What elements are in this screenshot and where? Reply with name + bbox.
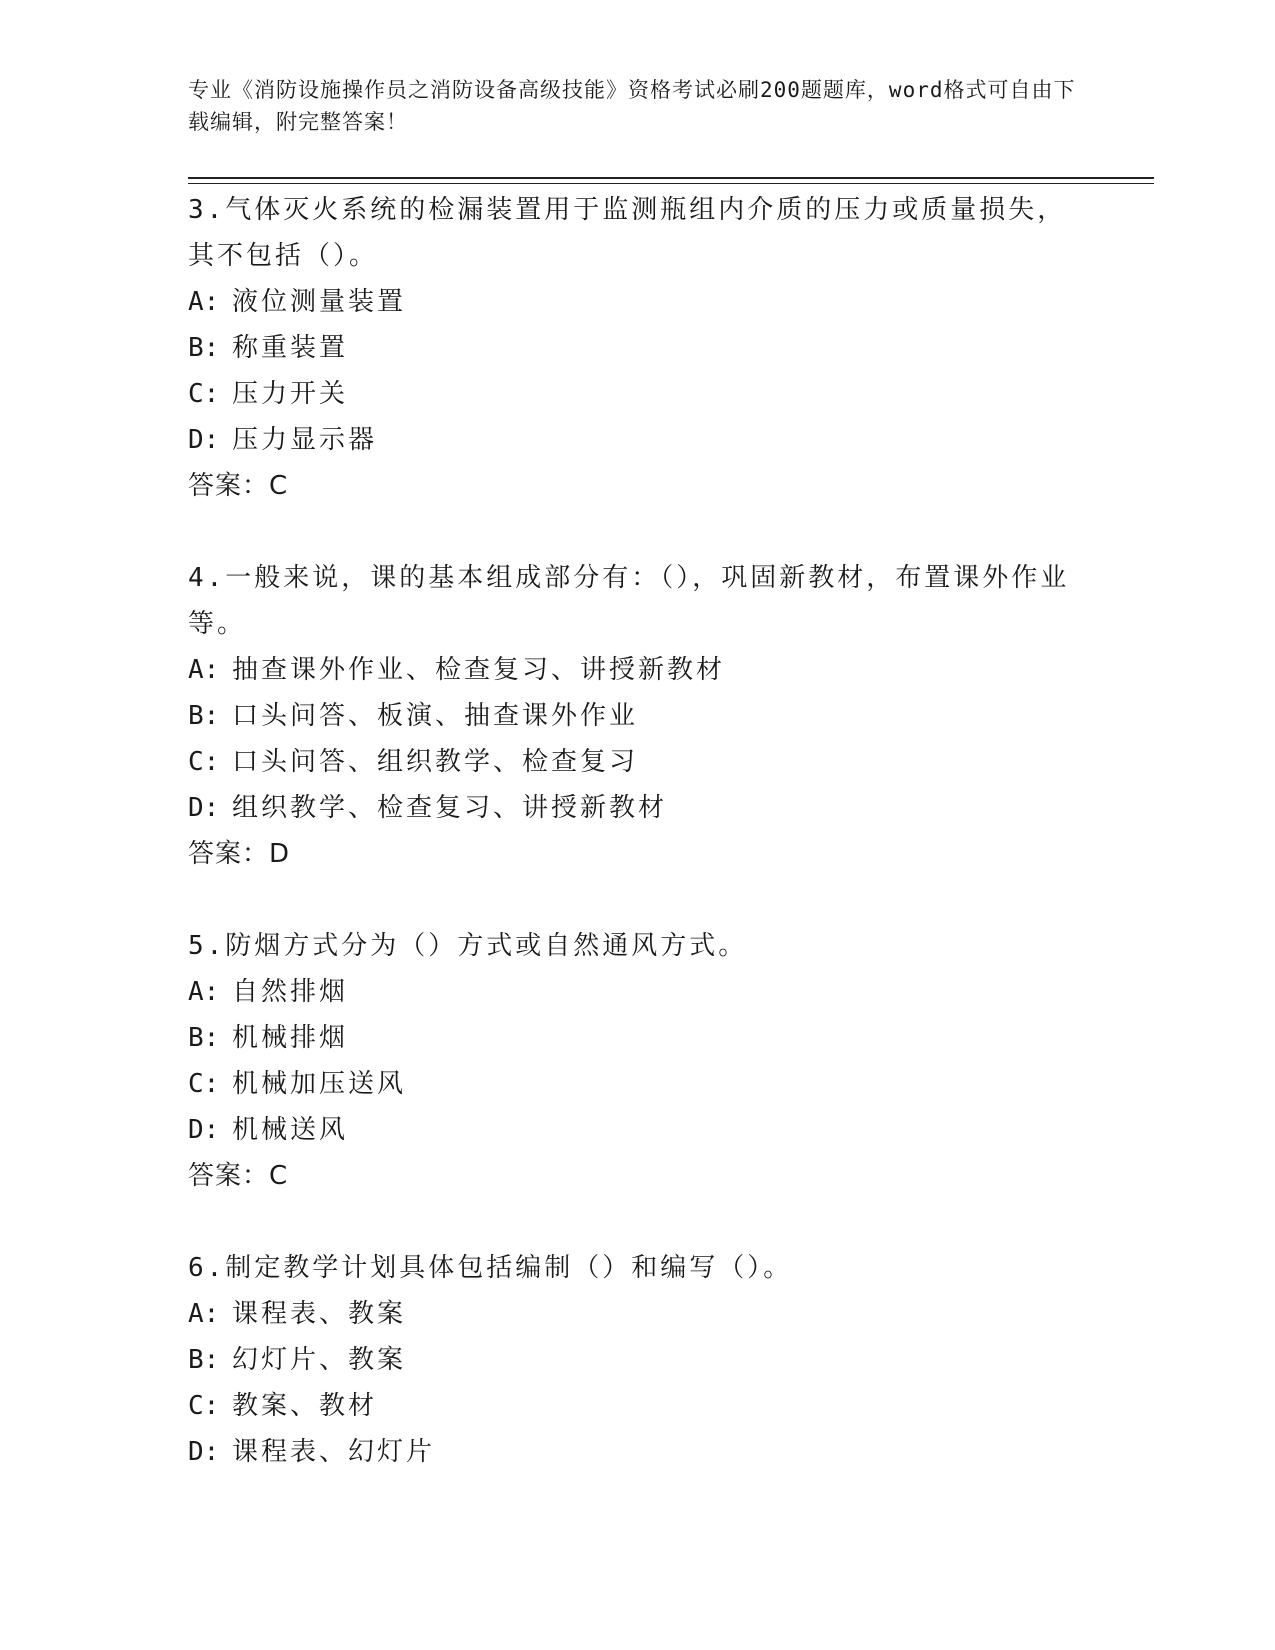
- option-text: 压力开关: [232, 379, 349, 409]
- option-letter: A:: [188, 1299, 220, 1329]
- option-text: 机械排烟: [232, 1023, 349, 1053]
- header-divider-thin: [188, 183, 1154, 184]
- option-letter: A:: [188, 655, 220, 685]
- option-a: [188, 279, 1088, 325]
- option-text: 自然排烟: [232, 977, 349, 1007]
- header-divider: [188, 177, 1154, 179]
- option-c: [188, 739, 1088, 785]
- option-text: 口头问答、组织教学、检查复习: [232, 747, 639, 777]
- option-d: [188, 1107, 1088, 1153]
- question-stem: 5.防烟方式分为（）方式或自然通风方式。: [188, 931, 748, 961]
- option-b: [188, 1015, 1088, 1061]
- option-letter: D:: [188, 793, 220, 823]
- option-text: 课程表、幻灯片: [232, 1437, 436, 1467]
- answer-line: 答案：C: [188, 1161, 289, 1191]
- option-a: [188, 969, 1088, 1015]
- option-text: 幻灯片、教案: [232, 1345, 407, 1375]
- question-stem: 3.气体灭火系统的检漏装置用于监测瓶组内介质的压力或质量损失，其不包括（）。: [188, 195, 1067, 271]
- option-letter: B:: [188, 1023, 220, 1053]
- option-a: [188, 1291, 1088, 1337]
- question-list: [188, 187, 1088, 1521]
- option-a: [188, 647, 1088, 693]
- answer-line: 答案：C: [188, 471, 289, 501]
- option-d: [188, 417, 1088, 463]
- option-text: 口头问答、板演、抽查课外作业: [232, 701, 639, 731]
- option-text: 液位测量装置: [232, 287, 407, 317]
- option-letter: A:: [188, 287, 220, 317]
- option-text: 机械加压送风: [232, 1069, 407, 1099]
- question-4: [188, 555, 1088, 877]
- option-letter: A:: [188, 977, 220, 1007]
- option-b: [188, 325, 1088, 371]
- option-letter: D:: [188, 425, 220, 455]
- option-letter: B:: [188, 1345, 220, 1375]
- option-c: [188, 371, 1088, 417]
- option-letter: C:: [188, 1391, 220, 1421]
- question-stem: 6.制定教学计划具体包括编制（）和编写（）。: [188, 1253, 793, 1283]
- question-5: [188, 923, 1088, 1199]
- option-text: 课程表、教案: [232, 1299, 407, 1329]
- document-header: 专业《消防设施操作员之消防设备高级技能》资格考试必刷200题题库，word格式可自由下载编辑，附完整答案！: [188, 78, 1076, 134]
- option-letter: C:: [188, 1069, 220, 1099]
- option-letter: C:: [188, 747, 220, 777]
- option-text: 机械送风: [232, 1115, 349, 1145]
- option-c: [188, 1061, 1088, 1107]
- option-b: [188, 1337, 1088, 1383]
- option-c: [188, 1383, 1088, 1429]
- option-text: 组织教学、检查复习、讲授新教材: [232, 793, 668, 823]
- option-text: 抽查课外作业、检查复习、讲授新教材: [232, 655, 726, 685]
- option-text: 压力显示器: [232, 425, 378, 455]
- question-3: [188, 187, 1088, 509]
- question-stem: 4.一般来说，课的基本组成部分有：（），巩固新教材，布置课外作业等。: [188, 563, 1070, 639]
- option-letter: B:: [188, 701, 220, 731]
- option-d: [188, 1429, 1088, 1475]
- option-letter: D:: [188, 1437, 220, 1467]
- option-b: [188, 693, 1088, 739]
- answer-line: 答案：D: [188, 839, 291, 869]
- option-text: 称重装置: [232, 333, 349, 363]
- option-letter: C:: [188, 379, 220, 409]
- option-letter: B:: [188, 333, 220, 363]
- option-text: 教案、教材: [232, 1391, 378, 1421]
- question-6: [188, 1245, 1088, 1475]
- option-d: [188, 785, 1088, 831]
- option-letter: D:: [188, 1115, 220, 1145]
